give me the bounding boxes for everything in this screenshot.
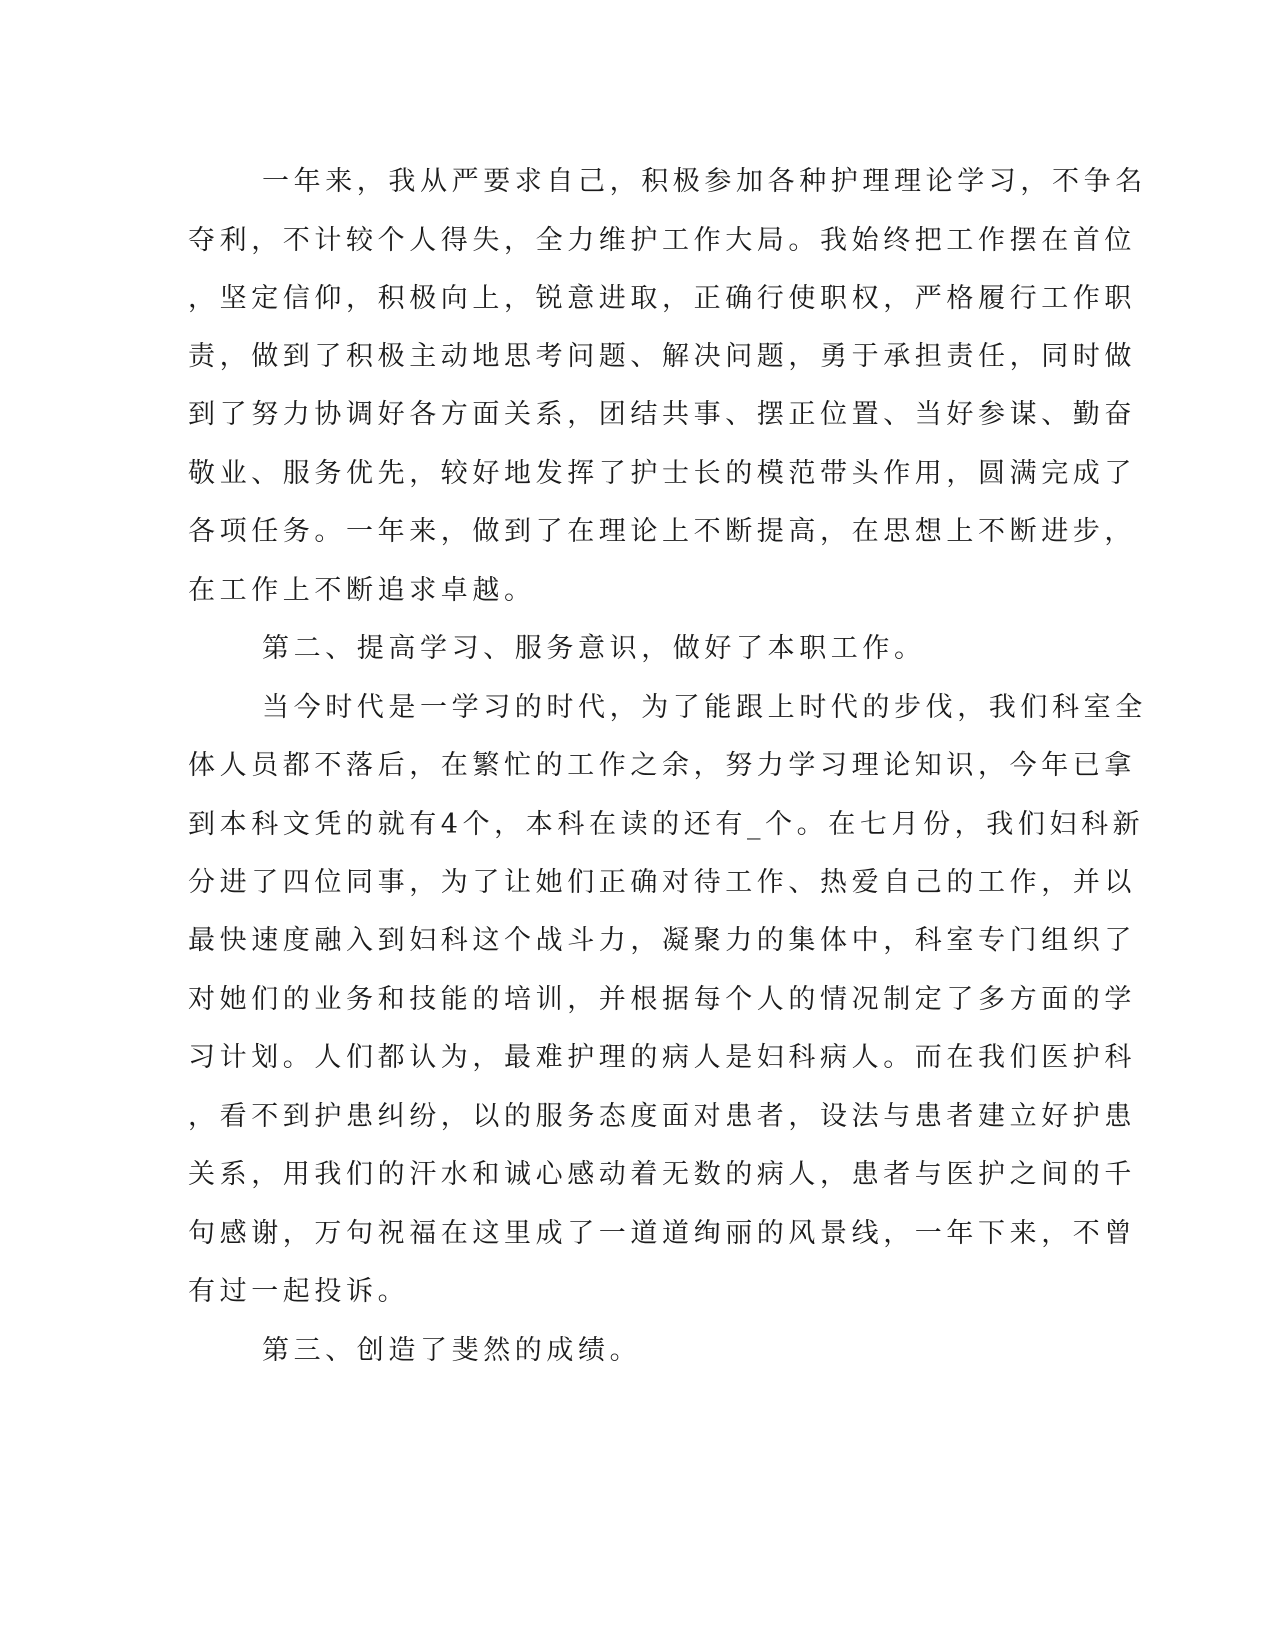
text-line: ，坚定信仰，积极向上，锐意进取，正确行使职权，严格履行工作职 xyxy=(188,283,1136,314)
text-line: ，看不到护患纠纷，以的服务态度面对患者，设法与患者建立好护患 xyxy=(188,1101,1136,1132)
text-line: 对她们的业务和技能的培训，并根据每个人的情况制定了多方面的学 xyxy=(188,984,1136,1015)
text-line: 有过一起投诉。 xyxy=(188,1276,410,1307)
text-line: 习计划。人们都认为，最难护理的病人是妇科病人。而在我们医护科 xyxy=(188,1042,1136,1073)
text-line: 体人员都不落后，在繁忙的工作之余，努力学习理论知识，今年已拿 xyxy=(188,750,1136,781)
text-line: 责，做到了积极主动地思考问题、解决问题，勇于承担责任，同时做 xyxy=(188,341,1136,372)
text-line: 句感谢，万句祝福在这里成了一道道绚丽的风景线，一年下来，不曾 xyxy=(188,1218,1136,1249)
text-line: 一年来，我从严要求自己，积极参加各种护理理论学习，不争名 xyxy=(262,166,1147,197)
section-heading-3: 第三、创造了斐然的成绩。 xyxy=(262,1335,642,1366)
text-line: 夺利，不计较个人得失，全力维护工作大局。我始终把工作摆在首位 xyxy=(188,225,1136,256)
text-line: 到了努力协调好各方面关系，团结共事、摆正位置、当好参谋、勤奋 xyxy=(188,399,1136,430)
text-line: 最快速度融入到妇科这个战斗力，凝聚力的集体中，科室专门组织了 xyxy=(188,925,1136,956)
text-line: 各项任务。一年来，做到了在理论上不断提高，在思想上不断进步， xyxy=(188,516,1136,547)
text-line: 到本科文凭的就有4个，本科在读的还有_个。在七月份，我们妇科新 xyxy=(188,809,1145,840)
text-line: 分进了四位同事，为了让她们正确对待工作、热爱自己的工作，并以 xyxy=(188,867,1136,898)
text-line: 在工作上不断追求卓越。 xyxy=(188,575,536,606)
section-heading-2: 第二、提高学习、服务意识，做好了本职工作。 xyxy=(262,633,926,664)
text-line: 关系，用我们的汗水和诚心感动着无数的病人，患者与医护之间的千 xyxy=(188,1159,1136,1190)
text-line: 当今时代是一学习的时代，为了能跟上时代的步伐，我们科室全 xyxy=(262,692,1147,723)
text-line: 敬业、服务优先，较好地发挥了护士长的模范带头作用，圆满完成了 xyxy=(188,458,1136,489)
